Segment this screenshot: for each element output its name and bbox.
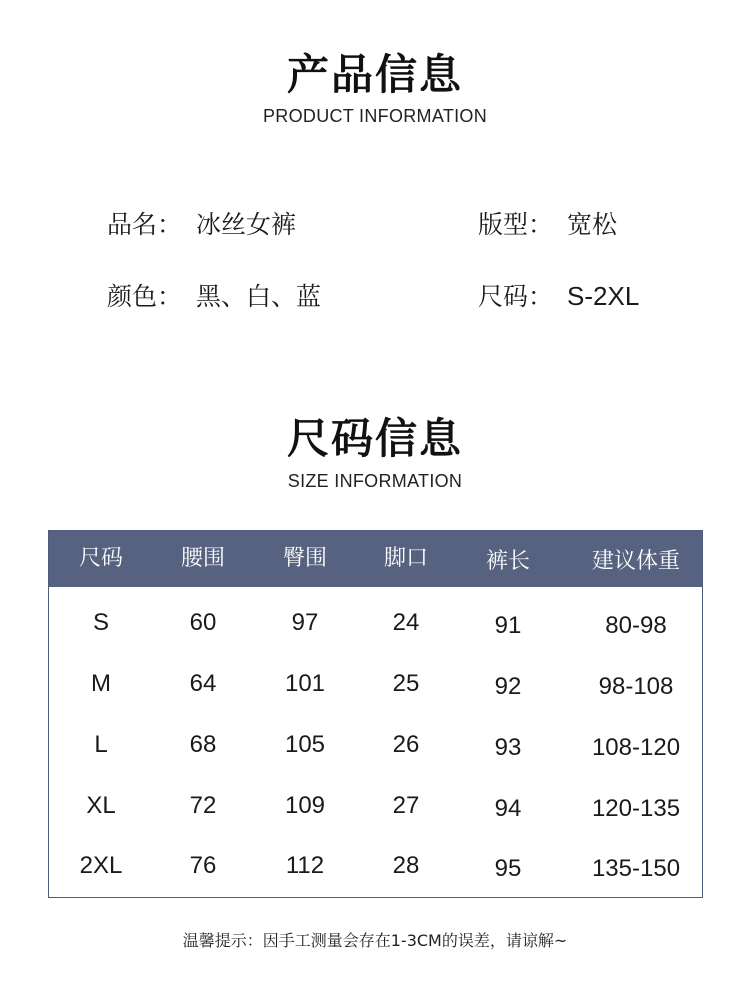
size-info-subtitle: SIZE INFORMATION — [287, 471, 463, 491]
product-size-value: S-2XL — [567, 281, 640, 311]
cell-waist: 72 — [189, 792, 217, 819]
product-size-field — [478, 277, 639, 313]
cell-hip: 109 — [284, 792, 326, 819]
table-row — [49, 776, 702, 836]
cell-waist: 68 — [189, 731, 217, 758]
product-fit-field — [478, 205, 617, 241]
table-row — [49, 715, 702, 775]
cell-weight: 80-98 — [605, 612, 667, 639]
table-row — [49, 593, 702, 653]
size-table-header — [49, 531, 702, 587]
product-name-value: 冰丝女裤 — [196, 210, 297, 239]
cell-waist: 76 — [189, 852, 217, 879]
cell-leg-opening: 25 — [392, 670, 420, 697]
product-fit-value: 宽松 — [567, 210, 618, 239]
cell-length: 91 — [494, 612, 522, 639]
cell-weight: 108-120 — [591, 734, 681, 761]
cell-hip: 105 — [284, 731, 326, 758]
product-color-value: 黑、白、蓝 — [196, 282, 322, 311]
cell-size: L — [94, 731, 108, 758]
cell-size: M — [91, 670, 111, 697]
cell-size: 2XL — [79, 852, 123, 879]
cell-length: 92 — [494, 673, 522, 700]
cell-length: 94 — [494, 795, 522, 822]
product-color-field — [107, 277, 321, 313]
header-recommended-weight: 建议体重 — [591, 549, 681, 574]
product-info-subtitle: PRODUCT INFORMATION — [262, 106, 488, 126]
table-row — [49, 654, 702, 714]
product-name-label: 品名： — [107, 210, 183, 239]
product-size-label: 尺码： — [478, 282, 554, 311]
product-fit-label: 版型： — [478, 210, 554, 239]
cell-size: S — [92, 609, 110, 636]
cell-size: XL — [86, 792, 116, 819]
cell-waist: 64 — [189, 670, 217, 697]
cell-weight: 98-108 — [598, 673, 674, 700]
cell-length: 93 — [494, 734, 522, 761]
header-hip: 臀围 — [282, 546, 328, 571]
cell-weight: 120-135 — [591, 795, 681, 822]
header-leg-opening: 脚口 — [383, 546, 429, 571]
cell-length: 95 — [494, 855, 522, 882]
cell-leg-opening: 24 — [392, 609, 420, 636]
size-table — [48, 530, 703, 898]
cell-waist: 60 — [189, 609, 217, 636]
cell-hip: 101 — [284, 670, 326, 697]
product-color-label: 颜色： — [107, 282, 183, 311]
header-size: 尺码 — [78, 546, 124, 571]
header-waist: 腰围 — [180, 546, 226, 571]
product-name-field — [107, 205, 296, 241]
header-length: 裤长 — [485, 549, 531, 574]
product-info-title: 产品信息 — [286, 50, 463, 99]
size-info-title: 尺码信息 — [286, 414, 463, 463]
table-row — [49, 836, 702, 896]
cell-leg-opening: 26 — [392, 731, 420, 758]
measurement-note: 温馨提示：因手工测量会存在1-3CM的误差，请谅解~ — [182, 931, 568, 950]
cell-weight: 135-150 — [591, 855, 681, 882]
cell-leg-opening: 27 — [392, 792, 420, 819]
cell-leg-opening: 28 — [392, 852, 420, 879]
cell-hip: 112 — [285, 852, 325, 879]
cell-hip: 97 — [291, 609, 319, 636]
